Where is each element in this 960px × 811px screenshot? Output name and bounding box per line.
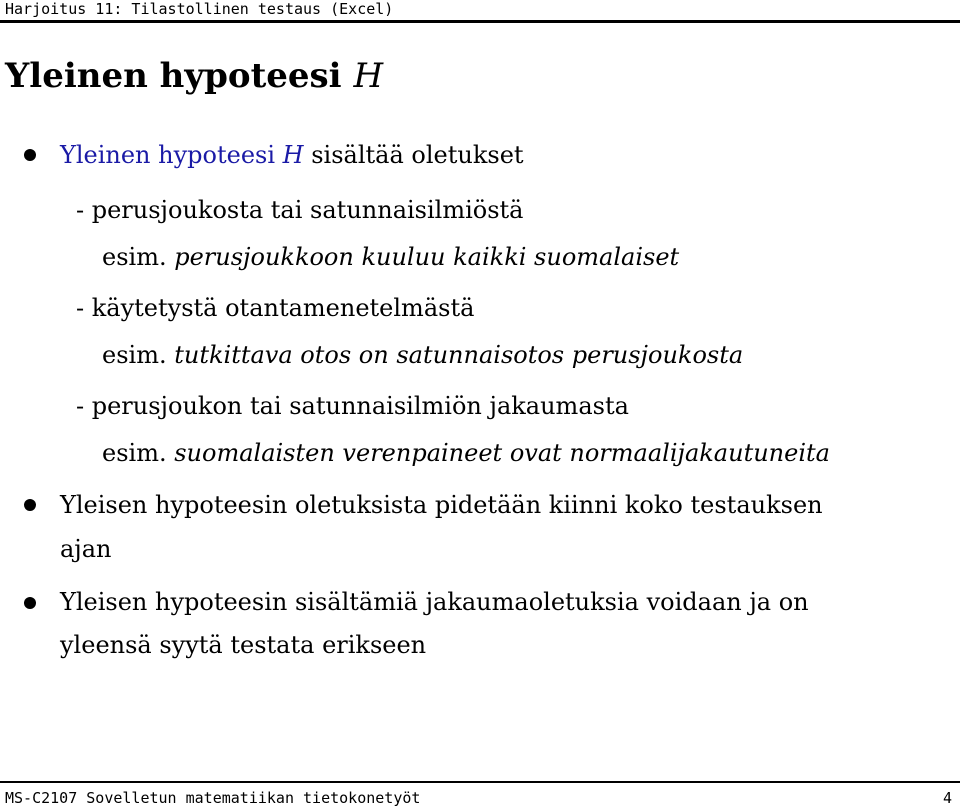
bullet-dot xyxy=(24,597,36,609)
bullet-dot xyxy=(24,149,36,161)
subitem-1-example-text: perusjoukkoon kuuluu kaikki suomalaiset xyxy=(174,243,680,271)
subitem-1-example xyxy=(102,241,679,273)
subitem-2-example xyxy=(102,339,743,371)
subitem-2-example-text: tutkittava otos on satunnaisotos perusjoukosta xyxy=(174,341,744,369)
page-number: 4 xyxy=(942,789,952,807)
header-rule xyxy=(0,20,960,23)
subitem-3-example-prefix: esim. xyxy=(102,439,167,467)
page-title-text: Yleinen hypoteesi xyxy=(5,56,342,96)
bullet-2-line-1: Yleisen hypoteesin oletuksista pidetään kiinni koko testauksen xyxy=(60,491,823,519)
bullet-1-part1: Yleinen hypoteesi xyxy=(60,141,283,169)
subitem-3-example-text: suomalaisten verenpaineet ovat normaalijakautuneita xyxy=(174,439,830,467)
header-title: Harjoitus 11: Tilastollinen testaus (Excel) xyxy=(5,0,394,18)
bullet-1-variable: H xyxy=(282,141,304,169)
footer-course: MS-C2107 Sovelletun matematiikan tietokonetyöt xyxy=(5,789,421,807)
bullet-1-part2: sisältää oletukset xyxy=(303,141,524,169)
subitem-3-label: - perusjoukon tai satunnaisilmiön jakaumasta xyxy=(76,392,629,420)
page-title-variable: H xyxy=(353,56,384,96)
subitem-1-example-prefix: esim. xyxy=(102,243,167,271)
subitem-3-example xyxy=(102,437,830,469)
bullet-2-line-2: ajan xyxy=(60,535,112,563)
bullet-1-text xyxy=(60,139,524,171)
bullet-3-line-1: Yleisen hypoteesin sisältämiä jakaumaoletuksia voidaan ja on xyxy=(60,588,809,616)
subitem-2-example-prefix: esim. xyxy=(102,341,167,369)
footer-rule xyxy=(0,781,960,783)
subitem-1-label: - perusjoukosta tai satunnaisilmiöstä xyxy=(76,196,524,224)
subitem-2-label: - käytetystä otantamenetelmästä xyxy=(76,294,475,322)
bullet-dot xyxy=(24,499,36,511)
bullet-3-line-2: yleensä syytä testata erikseen xyxy=(60,631,427,659)
page-title xyxy=(5,52,383,100)
